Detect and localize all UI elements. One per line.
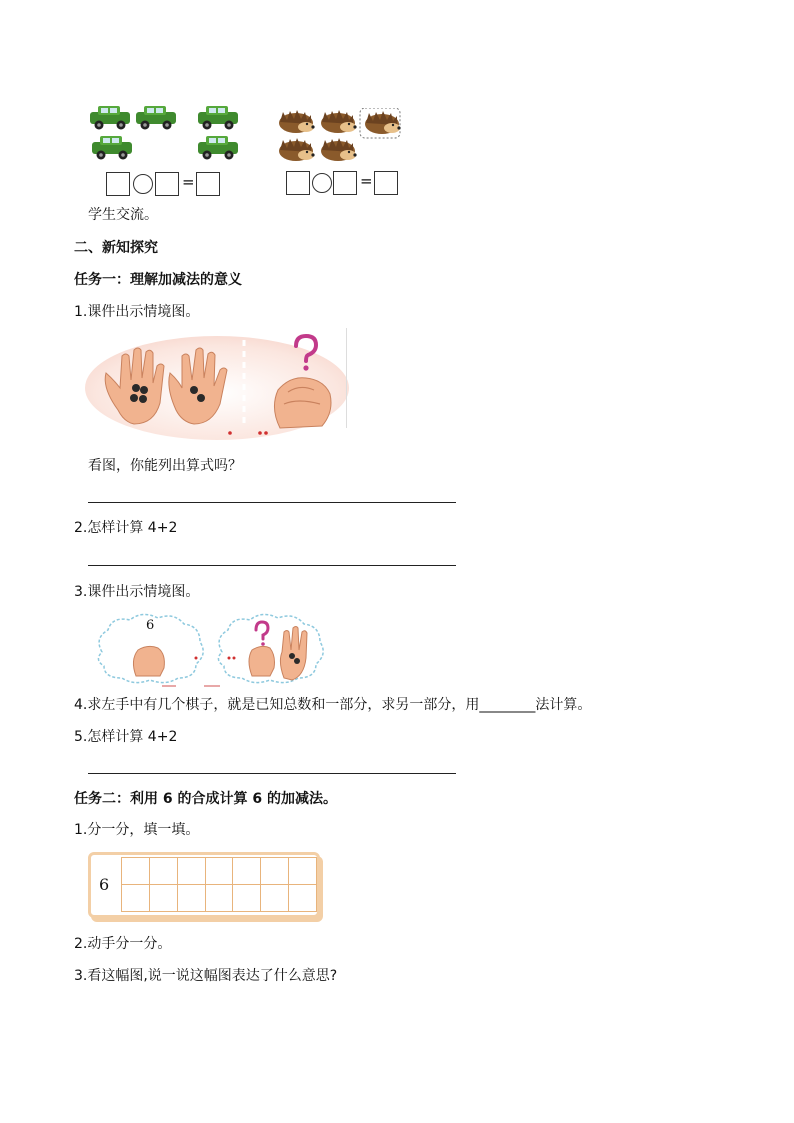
task2-item1: 1.分一分，填一填。: [74, 822, 200, 838]
grid-cell[interactable]: [122, 885, 150, 912]
grid-cell[interactable]: [205, 858, 233, 885]
jeep-illustration: [86, 100, 246, 162]
answer-box[interactable]: [333, 171, 357, 195]
answer-box[interactable]: [196, 172, 220, 196]
grid-cell[interactable]: [261, 885, 289, 912]
hands-scene-image: [84, 328, 350, 440]
equals-sign: =: [360, 172, 373, 190]
grid-cell[interactable]: [233, 885, 261, 912]
grid-cell[interactable]: [122, 858, 150, 885]
answer-box[interactable]: [155, 172, 179, 196]
grid-cell[interactable]: [289, 885, 317, 912]
cloud-scene-image: [92, 608, 338, 688]
operator-circle[interactable]: [312, 173, 332, 193]
scene-number-label: 6: [146, 618, 155, 633]
answer-box[interactable]: [374, 171, 398, 195]
task1-item2: 2.怎样计算 4+2: [74, 520, 178, 536]
answer-line[interactable]: [88, 502, 456, 503]
grid-cell[interactable]: [149, 885, 177, 912]
answer-box[interactable]: [106, 172, 130, 196]
answer-line[interactable]: [88, 773, 456, 774]
section-heading: 二、新知探究: [74, 240, 158, 256]
answer-box[interactable]: [286, 171, 310, 195]
task1-item3: 3.课件出示情境图。: [74, 584, 200, 600]
grid-number-label: 6: [99, 875, 110, 894]
operator-circle[interactable]: [133, 174, 153, 194]
grid-cell[interactable]: [205, 885, 233, 912]
grid-cell[interactable]: [261, 858, 289, 885]
student-exchange-text: 学生交流。: [88, 207, 158, 223]
task1-item1: 1.课件出示情境图。: [74, 304, 200, 320]
equals-sign: =: [182, 173, 195, 191]
grid-cell[interactable]: [233, 858, 261, 885]
task1-item5: 5.怎样计算 4+2: [74, 729, 178, 745]
grid-cell[interactable]: [149, 858, 177, 885]
task2-item3: 3.看这幅图,说一说这幅图表达了什么意思?: [74, 968, 338, 984]
grid-cell[interactable]: [177, 858, 205, 885]
grid-cell[interactable]: [177, 885, 205, 912]
task2-item2: 2.动手分一分。: [74, 936, 172, 952]
task2-heading: 任务二：利用 6 的合成计算 6 的加减法。: [74, 791, 337, 807]
answer-line[interactable]: [88, 565, 456, 566]
composition-grid: [121, 857, 317, 912]
composition-grid-frame: [88, 852, 320, 918]
grid-cell[interactable]: [289, 858, 317, 885]
task1-item4: 4.求左手中有几个棋子，就是已知总数和一部分，求另一部分，用________法计算。: [74, 697, 592, 713]
task1-heading: 任务一：理解加减法的意义: [74, 272, 242, 288]
hedgehog-illustration: [274, 108, 404, 166]
list-equation-question: 看图，你能列出算式吗？: [88, 458, 242, 474]
